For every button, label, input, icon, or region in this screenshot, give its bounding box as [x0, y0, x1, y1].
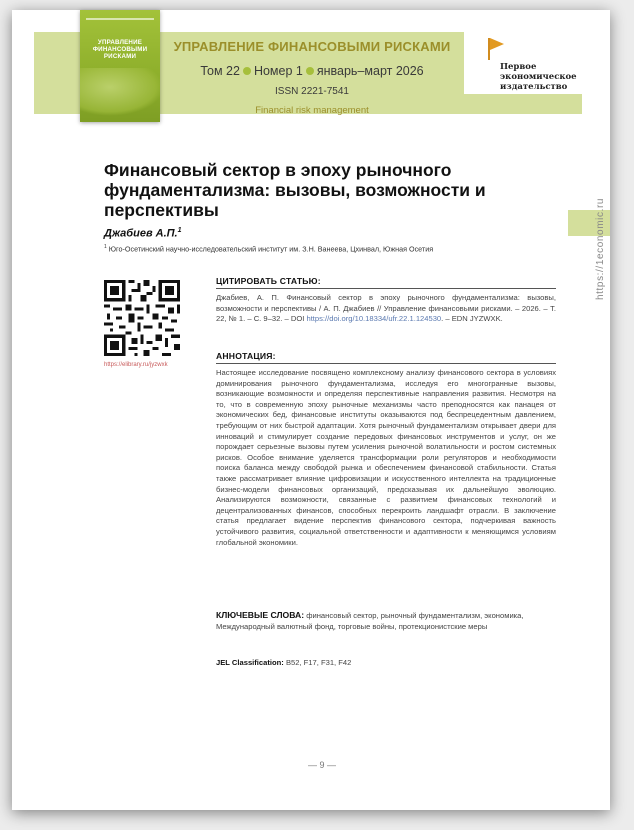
- qr-link[interactable]: https://elibrary.ru/jyzwxk: [104, 362, 168, 368]
- doi-link[interactable]: https://doi.org/10.18334/ufr.22.1.124530: [306, 314, 442, 324]
- affiliation: [104, 244, 544, 253]
- affiliation-text: Юго-Осетинский научно-исследовательский институт им. З.Н. Ванеева, Цхинвал, Южная Осетия: [108, 244, 434, 254]
- side-url[interactable]: https://1economic.ru: [595, 197, 606, 300]
- affiliation-superscript: 1: [104, 244, 107, 250]
- jel: [216, 658, 556, 667]
- flag-icon: [490, 38, 504, 50]
- abstract-text: Настоящее исследование посвящено комплексному анализу финансового сектора в условиях доминирования рыночного фундаментализма, исследуя его многогранные вызовы, возникающие возможности и определяя перспективные направления развития. Несмотря на то, что в современную эпоху рыночные механизмы часто преподносятся как панацея от экономических бед, финансовые институты оказываются под беспрецедентным давлением, требующим от них быстрой адаптации. Хотя рыночный фундаментализм открывает двери для инноваций и стимулирует создание передовых финансовых инструментов и услуг, он же порождает серьезные вызовы путем усиления рыночной волатильности и ростом системных рисков. Особое внимание уделяется трансформации роли регуляторов и необходимости поиска баланса между свободой рынка и обеспечением финансовой стабильности. Статья также рассматривает влияние цифровизации и искусственного интеллекта на традиционные бизнес-модели финансовых организаций, предсказывая их дальнейшую эволюцию. Анализируются возможности, связанные с развитием финансовых технологий и децентрализованных финансов, способных перекроить ландшафт отрасли. В заключение статья предлагает видение перспектив финансового сектора, подчеркивая важность устойчивого развития, социальной ответственности и адаптивности к меняющимся условиям глобальной экономики.: [216, 368, 556, 547]
- issn: ISSN 2221-7541: [275, 86, 349, 97]
- journal-cover: [80, 10, 160, 122]
- issue-period: январь–март 2026: [316, 64, 424, 78]
- journal-page: [12, 10, 610, 810]
- keywords-text: финансовый сектор, рыночный фундаментализм, экономика, Международный валютный фонд, торговые войны, протекционистские меры: [216, 611, 524, 631]
- citation-text: [216, 293, 556, 325]
- separator-dot-icon: [243, 67, 251, 75]
- keywords: [216, 610, 556, 632]
- author: [104, 227, 182, 240]
- citation-body: Джабиев, А. П. Финансовый сектор в эпоху рыночного фундаментализма: вызовы, возможности и перспективы / А. П. Джабиев // Управление финансовыми рисками. – 2026. – Т. 22, № 1. – С. 9–32. – DOI: [216, 293, 556, 324]
- keywords-section: [216, 610, 556, 632]
- separator-dot-icon: [306, 67, 314, 75]
- issue-volume: Том 22: [200, 64, 240, 78]
- citation-heading: ЦИТИРОВАТЬ СТАТЬЮ:: [216, 276, 556, 289]
- citation-edn: . – EDN JYZWXK.: [441, 314, 503, 324]
- jel-heading: JEL Classification:: [216, 658, 284, 667]
- page-number: — 9 —: [307, 760, 336, 770]
- issue-number: Номер 1: [253, 64, 303, 78]
- author-superscript: 1: [177, 227, 182, 234]
- qr-code-icon[interactable]: [104, 280, 180, 356]
- cover-title: УПРАВЛЕНИЕ ФИНАНСОВЫМИ РИСКАМИ: [92, 39, 148, 60]
- journal-title: УПРАВЛЕНИЕ ФИНАНСОВЫМИ РИСКАМИ: [173, 39, 451, 54]
- jel-section: [216, 658, 556, 667]
- issue-info: [172, 64, 452, 78]
- publisher-name: Первое экономическое издательство: [500, 62, 577, 92]
- abstract-heading: АННОТАЦИЯ:: [216, 351, 556, 364]
- cover-rule: [86, 18, 154, 20]
- abstract-section: [216, 351, 556, 548]
- publisher-logo: [464, 30, 586, 94]
- author-name: Джабиев А.П.: [104, 227, 178, 240]
- jel-codes: B52, F17, F31, F42: [285, 658, 352, 667]
- cover-artwork: [80, 68, 160, 116]
- article-title: Финансовый сектор в эпоху рыночного фундаментализма: вызовы, возможности и перспективы: [104, 160, 486, 220]
- journal-title-en: Financial risk management: [255, 105, 369, 116]
- keywords-heading: КЛЮЧЕВЫЕ СЛОВА:: [216, 610, 305, 620]
- citation-section: [216, 276, 556, 325]
